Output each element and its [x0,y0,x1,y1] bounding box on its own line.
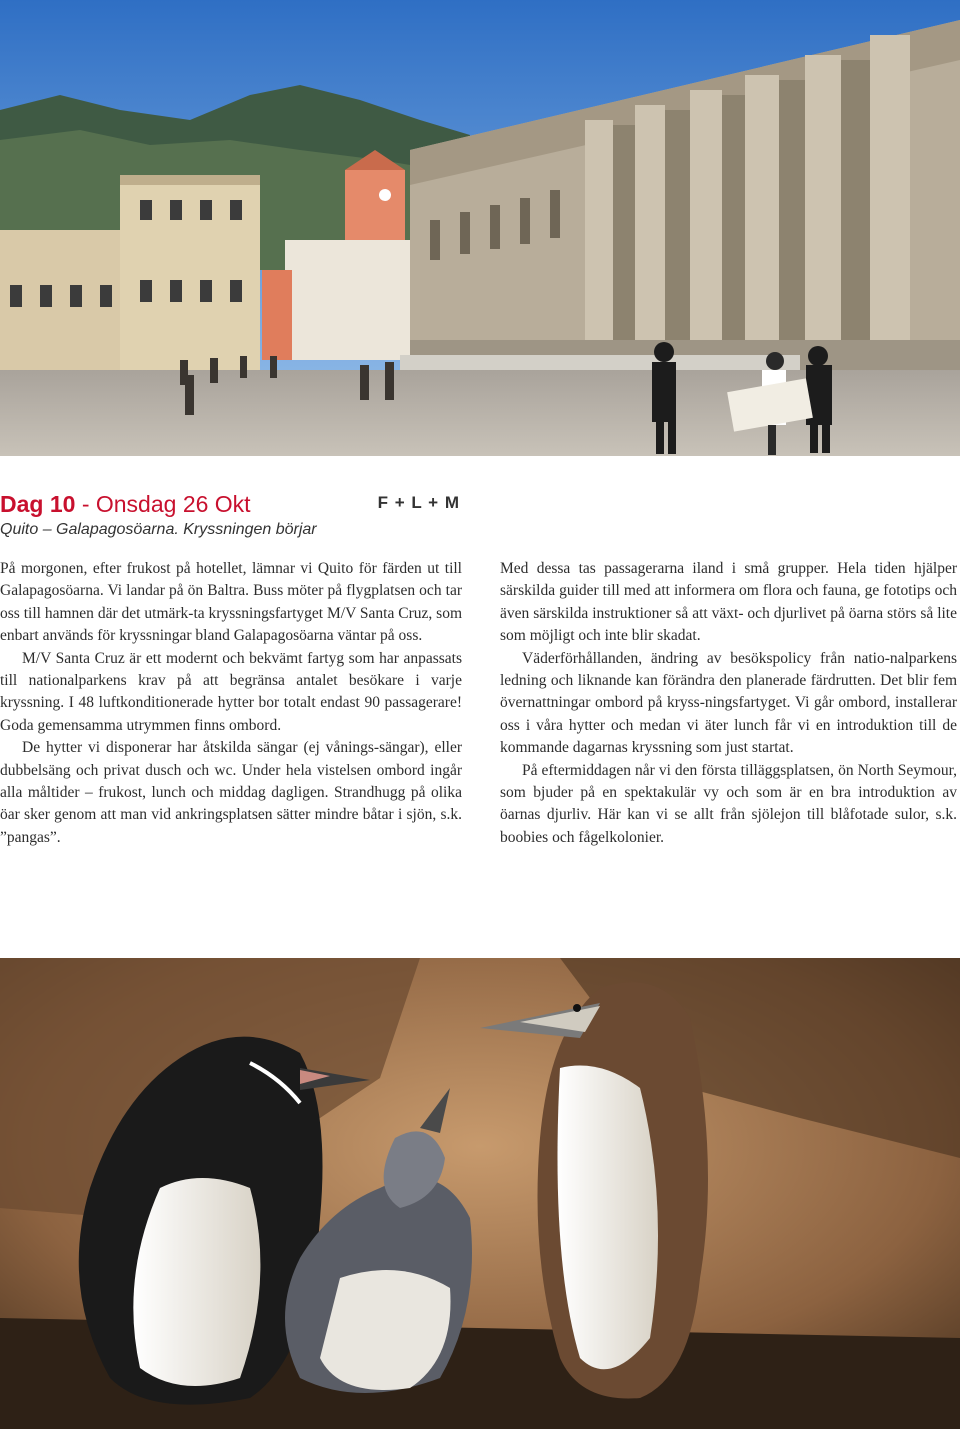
paragraph: Med dessa tas passagerarna iland i små grupper. Hela tiden hjälper särskilda guider till med att informera om flora och fauna, ge fototips och även särskilda instruktioner så att växt- och djurlivet på öarna störs så lite som möjligt och inte blir skadat. [500,560,957,645]
photo-plaza-bolivar [0,0,960,456]
day-subtitle: Quito – Galapagosöarna. Kryssningen börjar [0,521,317,538]
paragraph: De hytter vi disponerar har åtskilda sängar (ej vånings-sängar), eller dubbelsäng och privat dusch och wc. Under hela vistelsen ombord ingår alla måltider – frukost, lunch och middag dagligen. Strandhugg på olika öar sker genom att man vid ankringsplatsen sätter mindre båtar i sjön, s.k. ”pangas”. [0,739,462,846]
paragraph: På morgonen, efter frukost på hotellet, lämnar vi Quito för färden ut till Galapagosöarna. Vi landar på ön Baltra. Buss möter på flygplatsen och tar oss till hamnen där det utmärk-ta kryssningsfartyget M/V Santa Cruz, som enbart används för kryssningar bland Galapagosöarna väntar på oss. [0,560,462,645]
text-column-right [500,558,957,849]
paragraph: M/V Santa Cruz är ett modernt och bekvämt fartyg som har anpassats till nationalparkens krav på att begränsa antalet besökare i varje kryssning. I 48 luftkonditionerade hytter bor totalt endast 90 passagerare! Goda gemensamma utrymmen finns ombord. [0,649,462,734]
paragraph: På eftermiddagen når vi den första tilläggsplatsen, ön North Seymour, som bjuder på en spektakulär vy och som är en bra introduktion av öarnas djurliv. Här kan vi se allt från sjölejon till blåfotade sulor, s.k. boobies och fågelkolonier. [500,761,957,846]
text-column-left [0,558,462,849]
paragraph: Väderförhållanden, ändring av besökspolicy från natio-nalparkens ledning och liknande kan förändra den planerade färdrutten. Det blir fem övernattningar ombord på kryss-ningsfartyget. Vi går ombord, installerar oss i våra hytter och medan vi äter lunch får vi en introduktion till de kommande dagarnas kryssning som just startat. [500,649,957,757]
photo-galapagos-penguins [0,958,960,1429]
day-number: Dag 10 [0,491,76,517]
meals-included: F + L + M [377,493,460,512]
day-heading [0,490,470,541]
day-date: - Onsdag 26 Okt [75,491,251,517]
